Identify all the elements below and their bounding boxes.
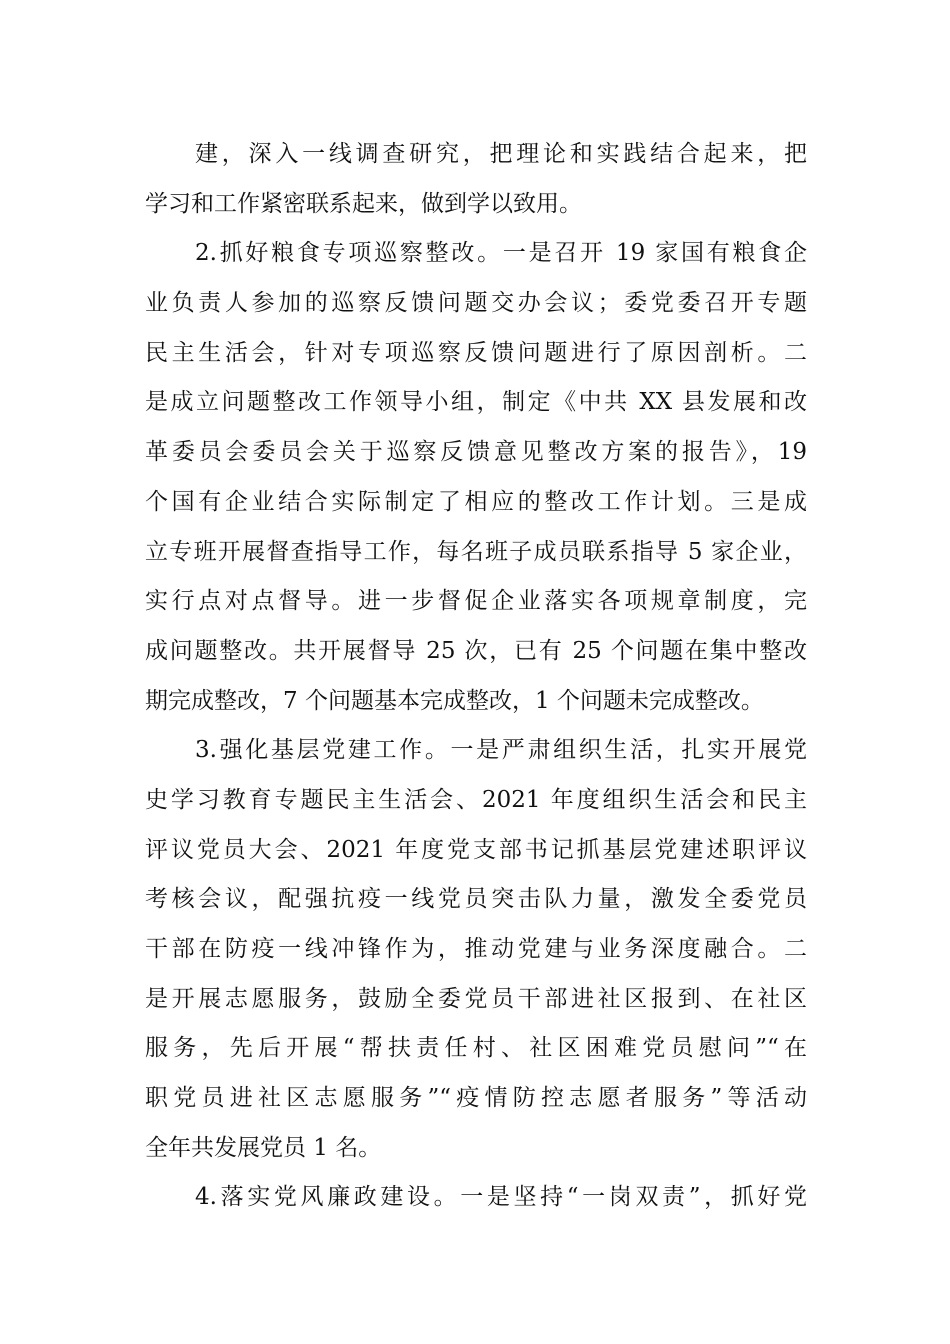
text-line: 立专班开展督查指导工作，每名班子成员联系指导 5 家企业，: [145, 538, 807, 565]
text-line: 评议党员大会、2021 年度党支部书记抓基层党建述职评议: [145, 836, 807, 863]
text-line: 服务，先后开展“帮扶责任村、社区困难党员慰问”“在: [145, 1035, 807, 1062]
text-line: 业负责人参加的巡察反馈问题交办会议；委党委召开专题: [145, 290, 807, 317]
text-line: 职党员进社区志愿服务”“疫情防控志愿者服务”等活动: [145, 1085, 807, 1112]
text-line: 是成立问题整改工作领导小组，制定《中共 XX 县发展和改: [145, 389, 807, 416]
text-line: 干部在防疫一线冲锋作为，推动党建与业务深度融合。二: [145, 936, 807, 962]
text-line: 民主生活会，针对专项巡察反馈问题进行了原因剖析。二: [145, 339, 807, 366]
text-line: 成问题整改。共开展督导 25 次，已有 25 个问题在集中整改: [145, 637, 807, 664]
text-line: 学习和工作紧密联系起来，做到学以致用。: [145, 190, 582, 217]
text-line: 是开展志愿服务，鼓励全委党员干部进社区报到、在社区: [145, 985, 807, 1012]
text-line: 考核会议，配强抗疫一线党员突击队力量，激发全委党员: [145, 886, 807, 913]
text-line: 3.强化基层党建工作。一是严肃组织生活，扎实开展党: [195, 737, 807, 764]
text-line: 个国有企业结合实际制定了相应的整改工作计划。三是成: [145, 488, 807, 515]
text-line: 史学习教育专题民主生活会、2021 年度组织生活会和民主: [145, 786, 807, 813]
text-line: 全年共发展党员 1 名。: [145, 1134, 382, 1161]
text-line: 2.抓好粮食专项巡察整改。一是召开 19 家国有粮食企: [195, 240, 807, 267]
text-line: 革委员会委员会关于巡察反馈意见整改方案的报告》，19: [145, 439, 807, 466]
text-line: 4.落实党风廉政建设。一是坚持“一岗双责”，抓好党: [195, 1184, 807, 1211]
text-line: 期完成整改，7 个问题基本完成整改，1 个问题未完成整改。: [145, 687, 764, 714]
text-line: 建，深入一线调查研究，把理论和实践结合起来，把: [195, 141, 807, 167]
text-line: 实行点对点督导。进一步督促企业落实各项规章制度，完: [145, 588, 807, 615]
body-text: [145, 130, 807, 1223]
